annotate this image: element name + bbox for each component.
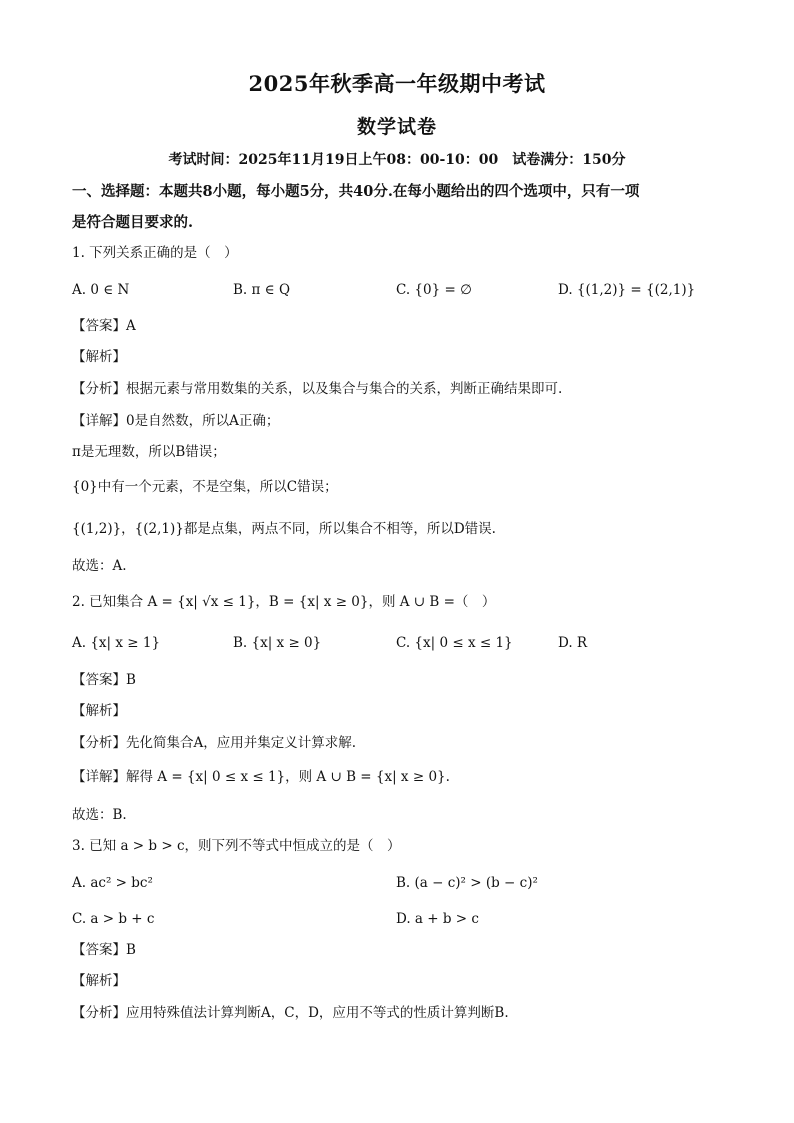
q1-option-a: A. 0 ∈ N (72, 282, 130, 298)
q1-detail-4: {(1,2)}，{(2,1)}都是点集，两点不同，所以集合不相等，所以D错误. (72, 521, 496, 537)
section-intro-line2: 是符合题目要求的. (72, 214, 194, 231)
q2-option-d: D. R (558, 635, 588, 651)
exam-title: 2025年秋季高一年级期中考试 (248, 71, 546, 96)
q3-analysis-heading: 【解析】 (72, 973, 126, 989)
q1-detail-2: π是无理数，所以B错误； (72, 444, 226, 460)
q2-answer: 【答案】B (72, 672, 136, 688)
q2-option-a: A. {x| x ≥ 1} (72, 635, 161, 651)
exam-subtitle: 数学试卷 (356, 116, 437, 138)
q1-detail-3: {0}中有一个元素，不是空集，所以C错误； (72, 479, 338, 495)
q3-analysis: 【分析】应用特殊值法计算判断A，C，D，应用不等式的性质计算判断B. (72, 1005, 509, 1021)
q2-stem: 2. 已知集合 A = {x| √x ≤ 1}，B = {x| x ≥ 0}，则 A ∪ B =（ ） (72, 594, 496, 610)
q3-option-c: C. a > b + c (72, 911, 155, 927)
q2-option-b: B. {x| x ≥ 0} (233, 635, 322, 651)
q1-detail-1: 【详解】0是自然数，所以A正确； (72, 413, 280, 429)
q3-option-d: D. a + b > c (396, 911, 479, 927)
q3-stem: 3. 已知 a > b > c，则下列不等式中恒成立的是（ ） (72, 838, 401, 854)
q2-analysis: 【分析】先化简集合A，应用并集定义计算求解. (72, 735, 357, 751)
section-intro-line1: 一、选择题：本题共8小题，每小题5分，共40分.在每小题给出的四个选项中，只有一项 (72, 183, 640, 200)
q1-stem: 1. 下列关系正确的是（ ） (72, 245, 238, 261)
q1-answer: 【答案】A (72, 318, 136, 334)
q1-analysis-heading: 【解析】 (72, 349, 126, 365)
q3-answer: 【答案】B (72, 942, 136, 958)
q2-choice: 故选：B. (72, 807, 127, 823)
q1-option-b: B. π ∈ Q (233, 282, 291, 298)
q1-option-d: D. {(1,2)} = {(2,1)} (558, 282, 696, 298)
q1-analysis: 【分析】根据元素与常用数集的关系，以及集合与集合的关系，判断正确结果即可. (72, 381, 563, 397)
q1-choice: 故选：A. (72, 558, 127, 574)
q2-analysis-heading: 【解析】 (72, 703, 126, 719)
exam-info: 考试时间：2025年11月19日上午08：00-10：00 试卷满分：150分 (168, 152, 626, 168)
q3-option-b: B. (a − c)² > (b − c)² (396, 875, 538, 891)
q2-option-c: C. {x| 0 ≤ x ≤ 1} (396, 635, 513, 651)
q1-option-c: C. {0} = ∅ (396, 282, 472, 298)
q2-detail: 【详解】解得 A = {x| 0 ≤ x ≤ 1}，则 A ∪ B = {x| x ≥ 0}. (72, 769, 450, 785)
q3-option-a: A. ac² > bc² (72, 875, 153, 891)
